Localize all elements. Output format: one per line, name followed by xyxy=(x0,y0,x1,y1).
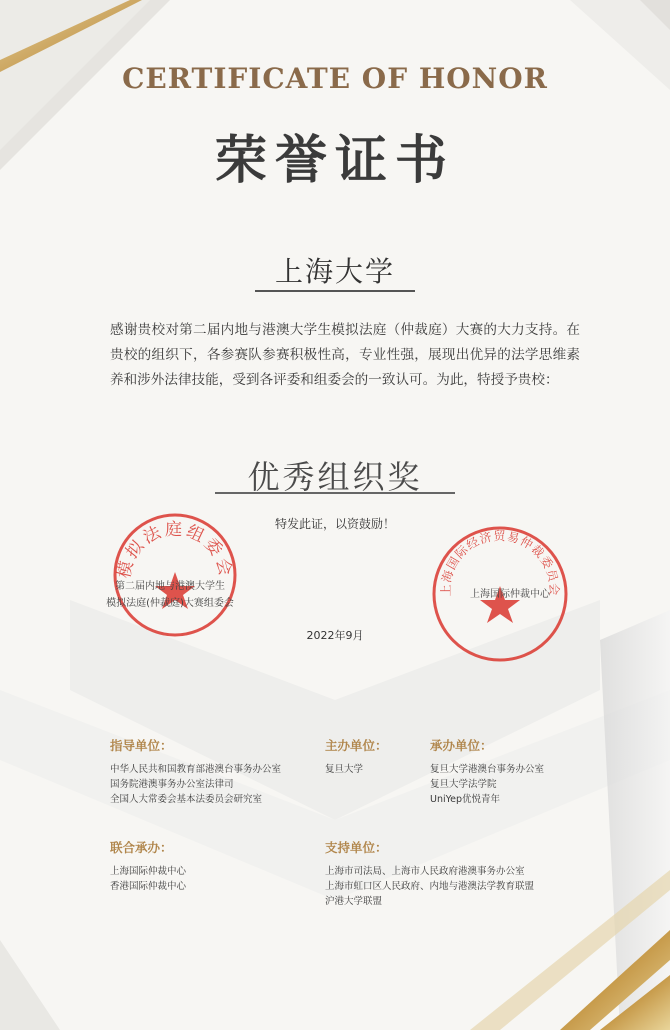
recipient-name: 上海大学 xyxy=(274,255,395,288)
organizer-item: UniYep优悦青年 xyxy=(430,794,501,805)
svg-text:模拟法庭组委会 xyxy=(114,520,235,580)
support-item: 上海市虹口区人民政府、内地与港澳法学教育联盟 xyxy=(325,881,535,892)
award-name: 优秀组织奖 xyxy=(247,458,423,496)
organizer-item: 复旦大学港澳台事务办公室 xyxy=(430,764,545,775)
issue-date: 2022年9月 xyxy=(306,629,364,642)
co-organizer-units xyxy=(110,840,186,894)
guidance-item: 全国人大常委会基本法委员会研究室 xyxy=(110,794,263,805)
guidance-label: 指导单位： xyxy=(110,738,173,753)
host-units xyxy=(325,738,388,777)
award-underline xyxy=(215,492,455,494)
certificate-title-cn: 荣誉证书 xyxy=(214,131,455,191)
issuer-right: 上海国际仲裁中心 xyxy=(470,589,550,600)
support-units xyxy=(325,840,534,909)
co-organizer-label: 联合承办： xyxy=(110,840,173,855)
organizer-label: 承办单位： xyxy=(430,738,493,753)
issuer-left xyxy=(70,578,270,612)
guidance-item: 国务院港澳事务办公室法律司 xyxy=(110,779,234,790)
recipient-underline xyxy=(255,290,415,292)
right-seal-text: 上海国际经济贸易仲裁委员会 xyxy=(438,529,562,597)
co-organizer-item: 上海国际仲裁中心 xyxy=(110,866,187,877)
left-seal-text: 模拟法庭组委会 xyxy=(114,520,236,581)
host-label: 主办单位： xyxy=(325,738,388,753)
guidance-units xyxy=(110,738,281,807)
issuer-left-line2: 模拟法庭(仲裁庭)大赛组委会 xyxy=(106,598,234,609)
support-item: 上海市司法局、上海市人民政府港澳事务办公室 xyxy=(325,866,525,877)
issuer-left-line1: 第二届内地与港澳大学生 xyxy=(115,581,225,592)
support-label: 支持单位： xyxy=(325,840,388,855)
host-item: 复旦大学 xyxy=(325,764,364,775)
organizer-item: 复旦大学法学院 xyxy=(430,779,497,790)
organizer-units xyxy=(430,738,544,807)
co-organizer-item: 香港国际仲裁中心 xyxy=(110,881,187,892)
certificate-title-en: CERTIFICATE OF HONOR xyxy=(122,62,548,95)
support-item: 沪港大学联盟 xyxy=(325,896,383,907)
left-seal-stamp xyxy=(110,510,240,640)
issue-note: 特发此证，以资鼓励！ xyxy=(274,517,395,531)
certificate-body-text: 感谢贵校对第二届内地与港澳大学生模拟法庭（仲裁庭）大赛的大力支持。在贵校的组织下，各参赛队参赛积极性高，专业性强，展现出优异的法学思维素养和涉外法律技能，受到各评委和组委会的一致认可。为此，特授予贵校： xyxy=(110,322,580,388)
guidance-item: 中华人民共和国教育部港澳台事务办公室 xyxy=(110,764,282,775)
